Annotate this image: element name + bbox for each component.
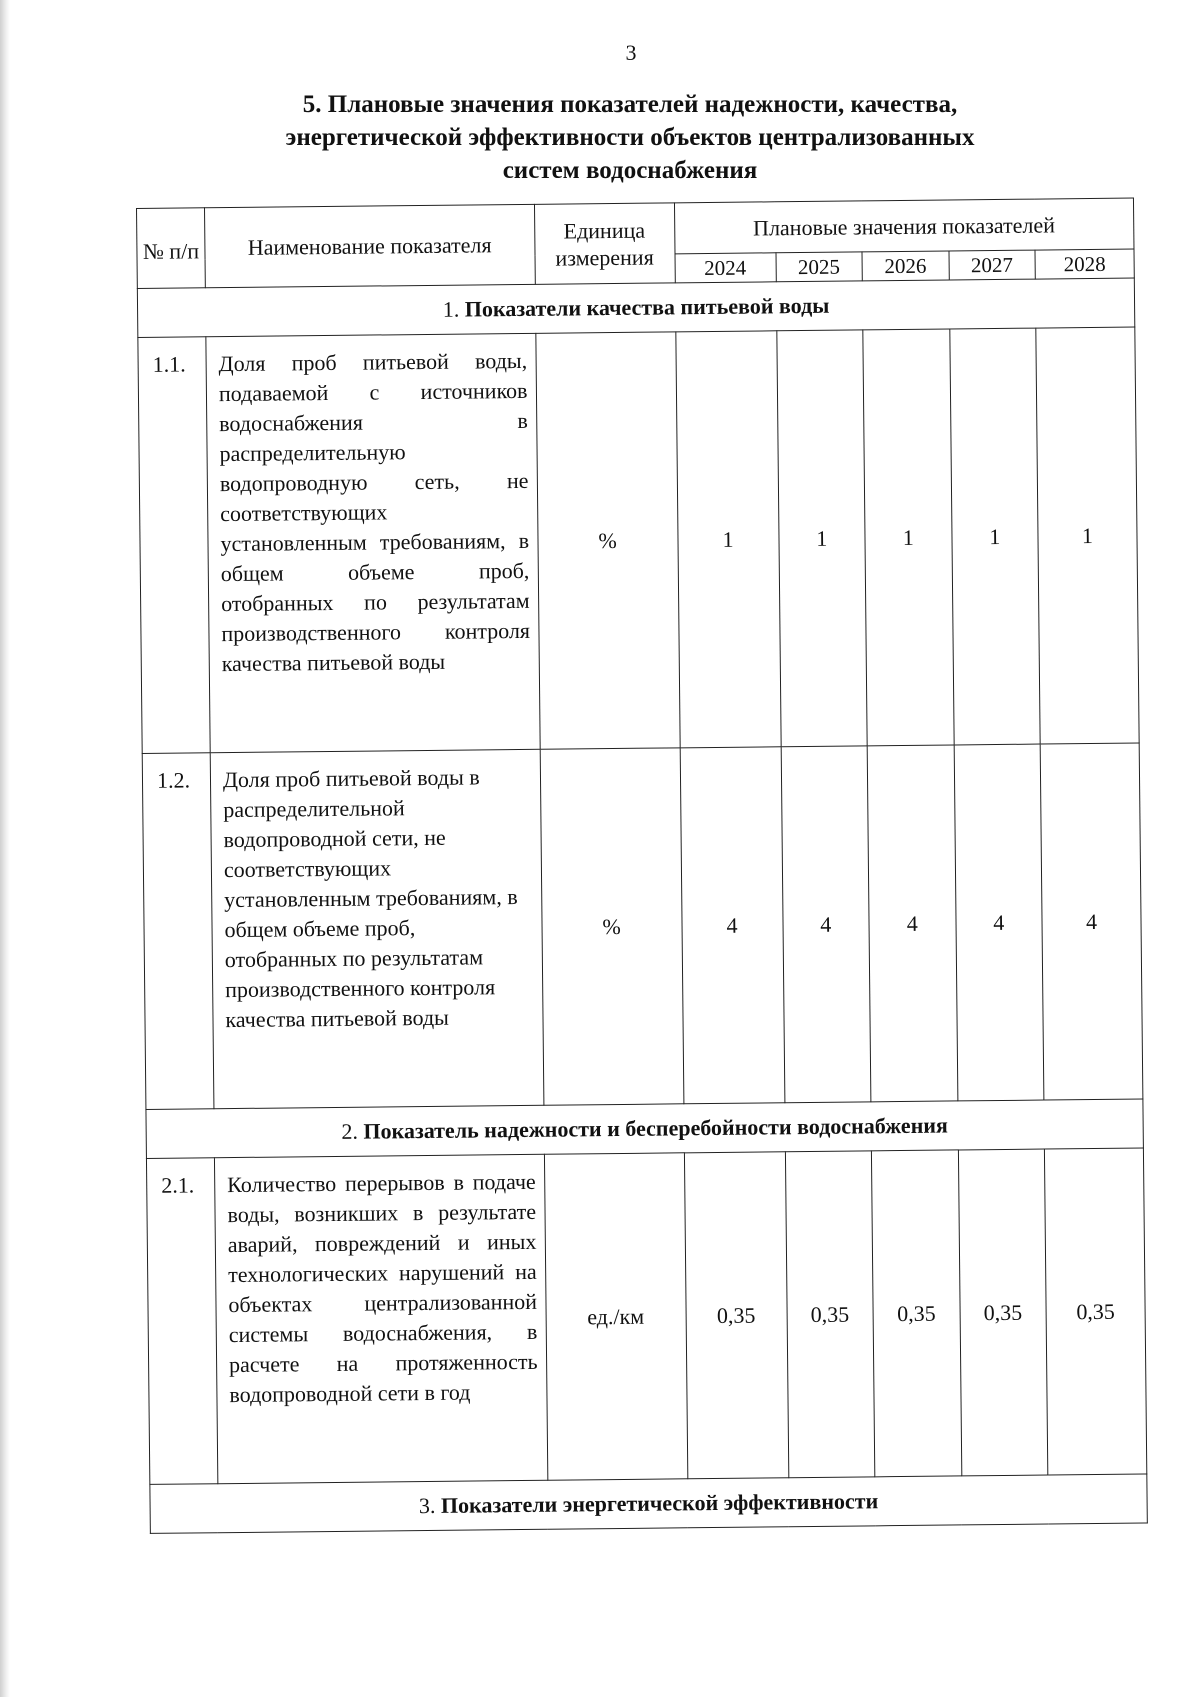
header-year: 2028 — [1035, 249, 1134, 279]
scan-edge-shadow — [0, 0, 10, 1697]
row-number: 1.1. — [138, 337, 210, 754]
row-indicator-name: Количество перерывов в подаче воды, возникших в результате аварий, повреждений и иных технологических нарушений на объектах централизованной системы водоснабжения, в расчете на протяженность водопроводной сети в год — [214, 1154, 547, 1483]
section-title: Показатели энергетической эффективности — [440, 1488, 879, 1518]
header-number: № п/п — [137, 208, 206, 289]
row-value: 4 — [867, 745, 957, 1102]
header-unit: Единица измерения — [534, 203, 675, 284]
row-value: 0,35 — [958, 1149, 1048, 1476]
row-value: 1 — [1036, 327, 1139, 744]
section-number: 3. — [418, 1492, 436, 1519]
section-number: 2. — [341, 1118, 359, 1144]
title-line-2: энергетической эффективности объектов централизованных — [285, 124, 975, 151]
section-number: 1. — [442, 296, 460, 322]
row-indicator-name: Доля проб питьевой воды в распределительной водопроводной сети, не соответствующих установленным требованиям, в общем объеме проб, отобранных по результатам производственного контроля качества питьевой воды — [210, 749, 543, 1108]
table-row — [146, 1148, 1146, 1484]
header-year: 2026 — [862, 251, 949, 281]
table-row — [138, 327, 1139, 753]
row-value: 4 — [680, 747, 785, 1104]
row-value: 4 — [1040, 743, 1143, 1100]
title-line-1: 5. Плановые значения показателей надежности, качества, — [302, 91, 958, 118]
title-line-3: систем водоснабжения — [502, 157, 758, 184]
header-year: 2024 — [675, 253, 776, 283]
page-number: 3 — [625, 40, 637, 65]
row-value: 1 — [675, 331, 780, 748]
row-value: 0,35 — [1044, 1148, 1146, 1475]
row-value: 0,35 — [871, 1150, 961, 1477]
section-row — [150, 1474, 1147, 1533]
row-unit: ед./км — [544, 1153, 687, 1480]
row-unit: % — [535, 332, 679, 749]
row-value: 1 — [776, 330, 867, 747]
header-year: 2027 — [949, 250, 1036, 280]
row-value: 1 — [863, 329, 954, 746]
row-value: 4 — [781, 746, 871, 1103]
table-row — [142, 743, 1143, 1109]
row-number: 2.1. — [146, 1158, 217, 1485]
row-value: 4 — [954, 744, 1044, 1101]
header-name: Наименование показателя — [204, 204, 534, 287]
row-value: 0,35 — [684, 1152, 788, 1479]
document-title — [200, 88, 1060, 187]
header-planned-values: Плановые значения показателей — [674, 198, 1134, 254]
row-number: 1.2. — [142, 753, 214, 1110]
section-heading — [150, 1474, 1147, 1533]
header-year: 2025 — [776, 252, 863, 282]
row-value: 0,35 — [785, 1151, 875, 1478]
row-value: 1 — [949, 328, 1040, 745]
section-title: Показатели качества питьевой воды — [464, 292, 830, 322]
indicators-table — [136, 198, 1148, 1534]
row-indicator-name: Доля проб питьевой воды, подаваемой с источников водоснабжения в распределительную водопроводную сеть, не соответствующих установленным требованиям, в общем объеме проб, отобранных по результатам производственного контроля качества питьевой воды — [206, 333, 540, 752]
section-title: Показатель надежности и бесперебойности водоснабжения — [363, 1112, 948, 1144]
row-unit: % — [540, 748, 684, 1105]
